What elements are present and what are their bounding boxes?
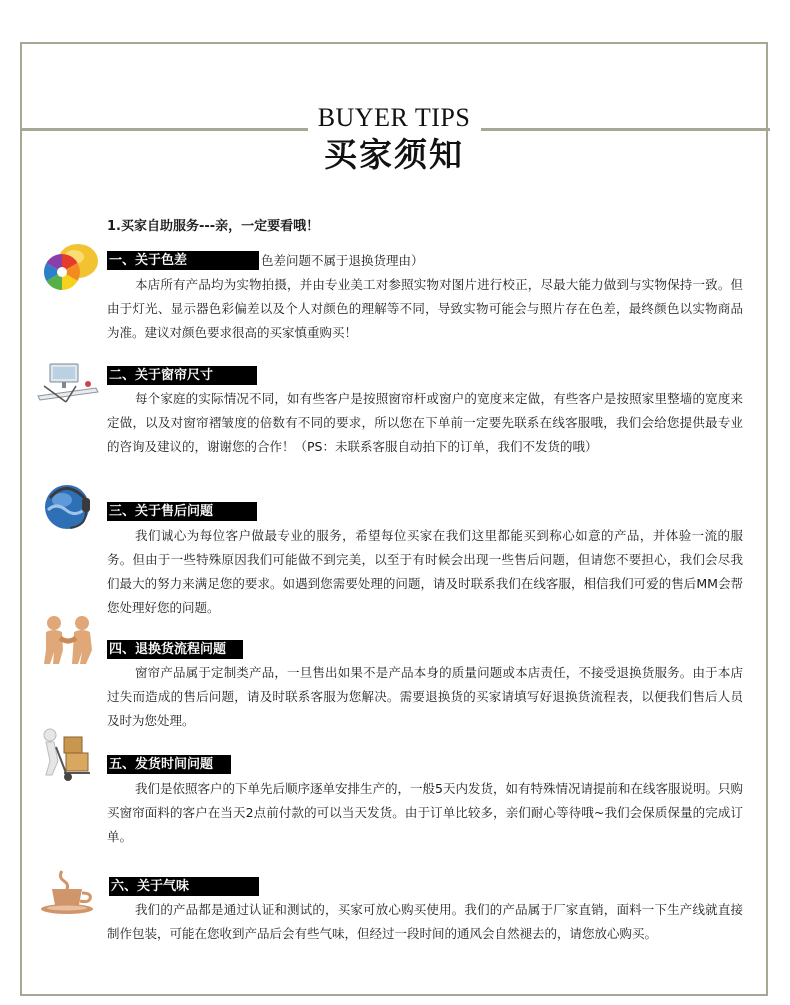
title-english: BUYER TIPS <box>317 103 471 132</box>
body-shipping-time: 我们是依照客户的下单先后顺序逐单安排生产的，一般5天内发货，如有特殊情况请提前和在线客服说明。只购买窗帘面料的客户在当天2点前付款的可以当天发货。由于订单比较多，亲们耐心等待哦~我们会保质保量的完成订单。 <box>107 781 743 844</box>
delivery-cart-icon <box>36 727 100 785</box>
heading-curtain-size: 二、关于窗帘尺寸 <box>107 366 257 385</box>
body-return-process: 窗帘产品属于定制类产品，一旦售出如果不是产品本身的质量问题或本店责任，不接受退换货服务。由于本店过失而造成的售后问题，请及时联系客服为您解决。需要退换货的买家请填写好退换货流程表，以便我们售后人员及时为您处理。 <box>107 665 743 728</box>
color-wheel-icon <box>36 239 102 295</box>
globe-headset-icon <box>40 480 100 534</box>
heading-odor: 六、关于气味 <box>109 877 259 896</box>
body-color-difference: 本店所有产品均为实物拍摄，并由专业美工对参照实物对图片进行校正，尽最大能力做到与实物保持一致。但由于灯光、显示器色彩偏差以及个人对颜色的理解等不同，导致实物可能会与照片存在色差，最终颜色以实物商品为准。建议对颜色要求很高的买家慎重购买！ <box>107 277 743 340</box>
body-curtain-size: 每个家庭的实际情况不同，如有些客户是按照窗帘杆或窗户的宽度来定做，有些客户是按照家里整墙的宽度来定做，以及对窗帘褶皱度的倍数有不同的要求，所以您在下单前一定要先联系在线客服哦，我们会给您提供最专业的咨询及建议的，谢谢您的合作！（PS：未联系客服自动拍下的订单，我们不发货的哦） <box>107 391 743 454</box>
title-chinese: 买家须知 <box>324 135 464 174</box>
body-after-sales: 我们诚心为每位客户做最专业的服务，希望每位买家在我们这里都能买到称心如意的产品，并体验一流的服务。但由于一些特殊原因我们可能做不到完美，以至于有时候会出现一些售后问题，但请您不要担心，我们会尽我们最大的努力来满足您的要求。如遇到您需要处理的问题，请及时联系我们在线客服，相信我们可爱的售后MM会帮您处理好您的问题。 <box>107 528 743 615</box>
measuring-desk-icon <box>36 362 100 404</box>
heading-after-sales: 三、关于售后问题 <box>107 502 257 521</box>
body-odor: 我们的产品都是通过认证和测试的，买家可放心购买使用。我们的产品属于厂家直销，面料一下生产线就直接制作包装，可能在您收到产品后会有些气味，但经过一段时间的通风会自然褪去的，请您放心购买。 <box>107 902 743 941</box>
heading-shipping-time: 五、发货时间问题 <box>107 755 231 774</box>
heading-return-process: 四、退换货流程问题 <box>107 640 243 659</box>
handshake-icon <box>36 614 102 666</box>
heading-note-color-difference: 色差问题不属于退换货理由） <box>261 253 424 268</box>
intro-line: 1.买家自助服务---亲，一定要看哦！ <box>107 219 320 234</box>
coffee-cup-icon <box>36 867 100 917</box>
heading-color-difference: 一、关于色差 <box>107 251 259 270</box>
